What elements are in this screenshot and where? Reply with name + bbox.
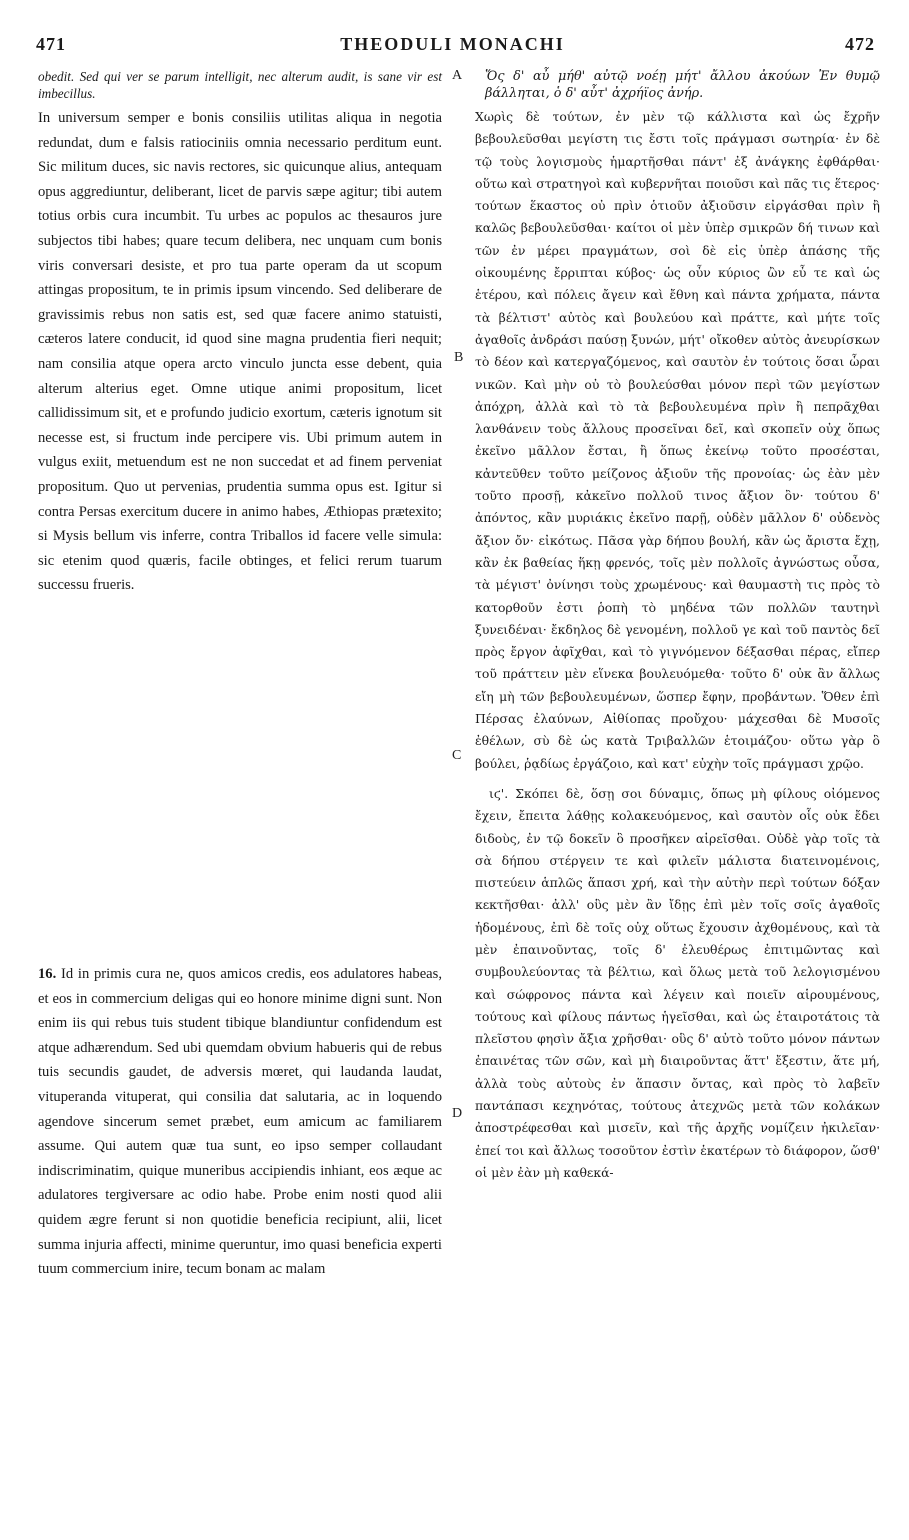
page-number-right: 472 (845, 34, 875, 54)
greek-section-16 (475, 783, 880, 1184)
latin-section-number: 16. (38, 966, 57, 982)
margin-marker-a: A (452, 68, 463, 83)
margin-marker-c: C (452, 748, 462, 763)
greek-paragraph-15: Χωρὶς δὲ τούτων, ἐν μὲν τῷ κάλλιστα καὶ ὡς ἔχρῆν βεβουλεῦσθαι μεγίστη τις ἔστι τοῖς πράγμασι σωτηρία· ἐν δὲ τῷ τοὺς λογισμοὺς ἡμαρτῆσθαι πάντ' ἐξ ἀνάγκης ἐφθάρθαι· οὕτω καὶ στρατηγοὶ καὶ κυβερνῆται ποιοῦσι καὶ πᾶς τις ἕτερος· τούτων ἕκαστος οὐ πρὶν ὁτιοῦν ἀξιοῦσιν εἰργάσθαι πρὶν ἢ καλῶς βεβουλεῦσθαι· καίτοι οἱ μὲν ὑπὲρ σμικρῶν δή τινων καὶ τῶν ἐν μέρει πραγμάτων, σοὶ δὲ εἰς ὑπὲρ ἁπάσης τῆς οἰκουμένης ἔρριπται κύβος· ὡς οὖν κύριος ὢν εὖ τε καὶ ὡς ἑτέρου, καὶ πόλεις ἄγειν καὶ ἔθνη καὶ πάντα χρήματα, πάντα τὰ βέλτιστ' αὐτὸς καὶ βουλεύου καὶ πράττε, καὶ μήτε τοῖς ἀγαθοῖς ἀνδράσι παύσῃ ξυνών, μήτ' οἴκοθεν αὐτὸς ἀνευρίσκων τὸ δέον καὶ κατεργαζόμενος, καὶ σαυτὸν ἐν τούτοις ὅσαι ὧραι νικῶν. Καὶ μὴν οὐ τὸ βουλεύσθαι μόνον περὶ τῶν μεγίστων ἀπόχρη, ἀλλὰ καὶ τὸ τὰ βεβουλευμένα πρὶν ἢ πεπρᾶχθαι λανθάνειν τοὺς ἄλλους προσεῖναι δεῖ, καὶ σκοπεῖν οὐχ ὅπως ἐκεῖνο μᾶλλον ἔσται, ἢ ὅπως ἐκείνῳ τοῦτο προσέσται, κἀντεῦθεν τοῦτο μείζονος ἀξιοῦν τῆς προνοίας· ὡς ἐὰν μὲν τοῦτο προσῇ, κἀκεῖνο πολλοῦ τινος ἄξιον ὂν· τούτου δ' ἀπόντος, κἂν μυριάκις ἐκεῖνο παρῇ, οὐδὲν μᾶλλον δ' οὐδενὸς ἄξιον ὄν· εἰκότως. Πᾶσα γὰρ δήπου βουλή, κἂν ὡς ἄριστα ἔχῃ, κἂν ἐκ βαθείας ἥκῃ φρενός, τοῖς μὲν πολλοῖς ἀγνώστως οὖσα, τὰ μέγιστ' ὀνίνησι τοὺς χρωμένους· καὶ θαυμαστὴ τις πρὸς τὸ κατορθοῦν ἐστι ῥοπὴ τὸ μηδένα τῶν πολλῶν ταυτηνὶ ξυνειδέναι· ἔκδηλος δὲ γενομένη, πολλοῦ γε καὶ τοῦ παντὸς δεῖ πρὸς ἔργον ἀφῖχθαι, καὶ τὸ γιγνόμενον δέξασθαι πέρας, εἴπερ τοῦ πράττειν μὲν εἵνεκα βουλευόμεθα· τοῦτο δ' οὐκ ἂν ἄλλως εἴη μὴ τῶν βεβουλευμένων, ὥσπερ ἔφην, προβάντων. Ὅθεν ἐπὶ Πέρσας ἐλαύνων, Αἰθίοπας προὔχου· μάχεσθαι δὲ Μυσοῖς ἐθέλων, σὺ δὲ ὡς κατὰ Τριβαλλῶν ἑτοιμάζου· οὕτω γὰρ ὃ βούλει, ῥᾳδίως ἐργάζοιο, καὶ κατ' εὐχὴν τοῖς πράγμασι χρῷο. (475, 109, 880, 771)
running-title: THEODULI MONACHI (340, 34, 565, 54)
margin-marker-d: D (452, 1106, 463, 1121)
running-header (30, 34, 875, 62)
greek-section-number: ιϛ'. (489, 785, 509, 801)
latin-column (38, 68, 442, 598)
greek-column (475, 68, 880, 1184)
latin-intro: obedit. Sed qui ver se parum intelligit, nec alterum audit, is sane vir est imbecillus. (38, 69, 442, 101)
greek-section-16-text: Σκόπει δὲ, ὅσῃ σοι δύναμις, ὅπως μὴ φίλους οἰόμενος ἔχειν, ἔπειτα λάθῃς κολακευόμενος, καὶ σαυτὸν οἷς οὐκ ἔδει διδοὺς, ἐν τῷ δοκεῖν ὃ προσῆκεν αἱρεῖσθαι. Οὐδὲ γὰρ τοῖς τὰ σὰ δήπου στέργειν τε καὶ φιλεῖν μάλιστα διατεινομένοις, πιστεύειν ἁπλῶς ἅπασι χρή, καὶ τὴν αὐτὴν περὶ τούτων δόξαν κεκτῆσθαι· ἀλλ' οὓς μὲν ἂν ἴδῃς ἐπὶ μὲν τοῖς σοῖς ἀγαθοῖς ἡδομένους, ἐπὶ δὲ τοῖς οὐχ οὕτως ἔχουσιν ἀχθομένους, καὶ τὰ μὲν ἐπαινοῦντας, τοῖς δ' ἐλευθέρως ἐπιτιμῶντας καὶ συμβουλεύοντας τὰ βέλτιω, καὶ ὅλως μετὰ τοῦ λελογισμένου καὶ σώφρονος πάντα καὶ λέγειν καὶ ποιεῖν αἱρουμένους, τούτους καὶ φίλους πάντως ἡγεῖσθαι, καὶ ὡς ἑταιροτάτοις τὰ πλεῖστου φησὶν ἄξια χρῆσθαι· οὓς δ' αὐτὸ τοῦτο μόνον πάντων ἐπαινέτας τῶν σῶν, καὶ μὴ διαιροῦντας ἅττ' ἔξεστιν, ἅτε μή, ἀλλὰ τοὺς αὐτοὺς ἐν ἅπασιν ὄντας, καὶ πρὸς τὸ λαβεῖν παντάπασι κεχηνότας, τούτους ἀτεχνῶς μετὰ τῶν κολάκων ἀποστρέφεσθαι καὶ μισεῖν, καὶ τῆς ἀρχῆς νομίζειν ἠκιλεῖαν· ἐπεί τοι καὶ ἄλλως τοσοῦτον ἐστὶν ἑκατέρων τὸ διάφορον, ὥσθ' οἱ μὲν ἐὰν μὴ καθεκά- (475, 785, 880, 1180)
latin-paragraph-15: In universum semper e bonis consiliis utilitas aliqua in negotia redundat, dum e falsis ratiociniis omnia necessario perditum eunt. Sic militum duces, sic navis rectores, sic quicunque alius, antequam opus aggrediuntur, deliberant, licet de parvis sæpe agitur; tibi autem totius orbis cura incumbit. Tu urbes ac populos ac thesauros jure subjectos tibi habes; quare tecum delibera, nec unquam cum bonis viris conversari desiste, et pro tua parte operam da ut scopum attingas propositum, te in primis ipsum vincendo. Sed deliberare de gravissimis rebus non satis est, sed quæ facere animo statuisti, cæteros latere conducit, id quod sine magna prudentia fieri nequit; nam consilia atque opera arcto vinculo juncta esse debent, quia alterum alterius eget. Omne utique animi propositum, licet callidissimum sit, et e profundo judicio exortum, cæteris ignotum sit necesse est, si fructum inde percipere vis. Ubi primum autem in vulgus exiit, metuendum est ne non succedat et ad finem perveniat propositum. Quo ut pervenias, prudentia summa opus est. Igitur si contra Persas exercitum ducere in animo habes, Æthiopas prætexito; si Mysis bellum vis inferre, contra Triballos id facere velle simula: sic etenim quod quæris, facile obtinges, et felici rerum tuarum successu frueris. (38, 110, 442, 594)
margin-marker-b: B (454, 350, 464, 365)
latin-section-16 (38, 962, 442, 1282)
greek-intro-verse: Ὅς δ' αὖ μήθ' αὐτῷ νοέῃ μήτ' ἄλλου ἀκούων Ἐν θυμῷ βάλληται, ὁ δ' αὖτ' ἀχρήϊος ἀνήρ. (485, 69, 880, 101)
latin-section-16-text: Id in primis cura ne, quos amicos credis, eos adulatores habeas, et eos in commercium deligas qui eo honore minime digni sunt. Non enim iis qui rebus tuis student tibique blandiuntur confidendum est atque adhærendum. Sed ubi quemdam obvium habueris qui de rebus tuis secundis gaudet, de adversis mœret, qui laudanda laudat, vituperanda vituperat, qui consilia dat salutaria, ac in loquendo agendove sincerum semet præbet, eum amicum ac familiarem assume. Qui autem quæ tua sunt, eo ipso semper collaudant indiscriminatim, quique muneribus accipiendis inhiant, eos æque ac adulatores tergiversare ac odio habe. Probe enim nosti quod alii quidem ægre ferunt si non quotidie beneficia recipiunt, alii, licet summa injuria affecti, minime queruntur, imo quasi beneficia experti tuum commercium inire, tecum bonam ac malam (38, 966, 442, 1278)
page-number-left: 471 (36, 34, 66, 54)
